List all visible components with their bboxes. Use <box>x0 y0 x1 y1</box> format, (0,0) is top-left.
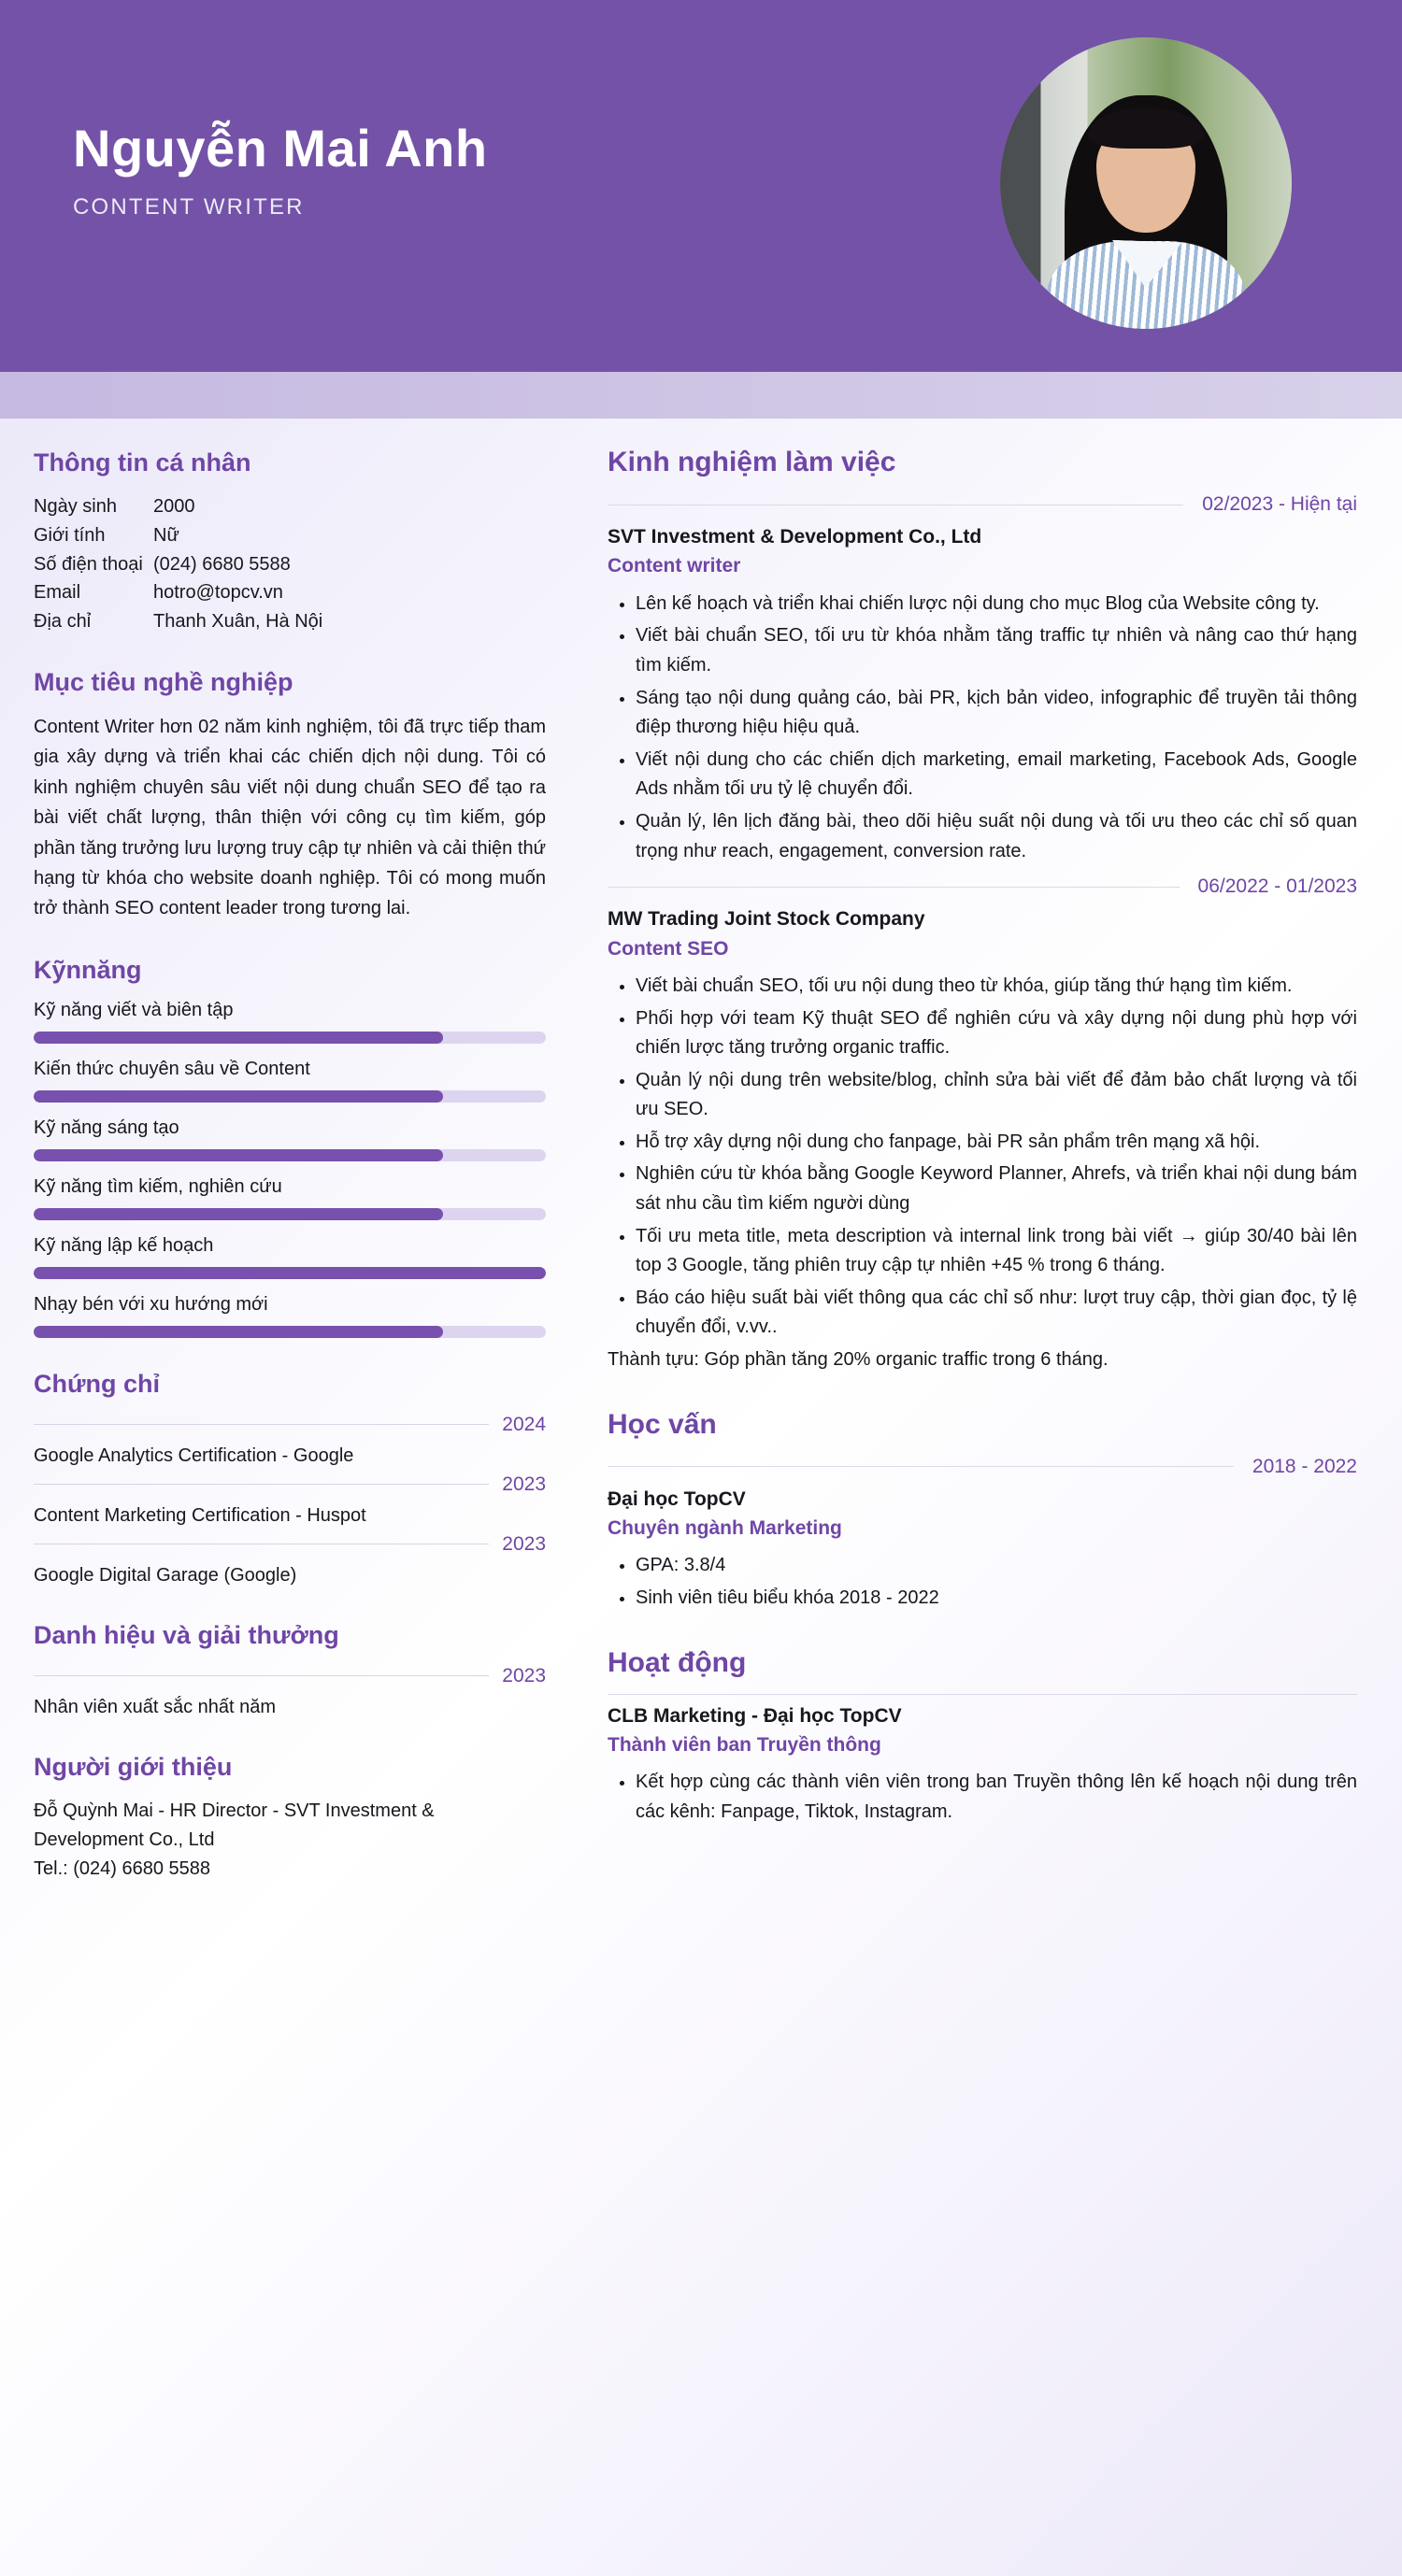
entry-role: Thành viên ban Truyền thông <box>608 1733 881 1756</box>
section-title-activities: Hoạt động <box>608 1646 747 1678</box>
award-item <box>34 1665 546 1721</box>
certificate-item <box>34 1414 546 1470</box>
entry-bullet-list <box>608 1551 1357 1613</box>
divider-rule <box>608 1694 1357 1695</box>
personal-info-value: hotro@topcv.vn <box>153 582 283 604</box>
skill-item <box>34 1235 546 1279</box>
cv-header <box>0 0 1402 372</box>
entry-role: Chuyên ngành Marketing <box>608 1517 842 1540</box>
dated-header <box>34 1665 546 1687</box>
cv-body <box>0 419 1402 1884</box>
personal-info-row <box>34 578 546 607</box>
divider-rule <box>34 1484 489 1485</box>
section-title-referee: Người giới thiệu <box>34 1752 233 1781</box>
entry-header <box>608 493 1357 516</box>
personal-info-list <box>34 492 546 636</box>
entry-bullet: • GPA: 3.8/4 <box>636 1551 1357 1581</box>
section-title-education: Học vấn <box>608 1408 717 1440</box>
entry-bullet: • Hỗ trợ xây dựng nội dung cho fanpage, bài PR sản phẩm trên mạng xã hội. <box>636 1128 1357 1158</box>
entry-bullet: • Viết nội dung cho các chiến dịch marketing, email marketing, Facebook Ads, Google Ads nhằm tối ưu tỷ lệ chuyển đổi. <box>636 746 1357 804</box>
entry-bullet: • Quản lý, lên lịch đăng bài, theo dõi hiệu suất nội dung và tối ưu theo các chỉ số quan trọng như reach, engagement, conversion rate. <box>636 807 1357 866</box>
skill-label: Kỹ năng lập kế hoạch <box>34 1234 214 1256</box>
entry-achievement: Thành tựu: Góp phần tăng 20% organic traffic trong 6 tháng. <box>608 1349 1109 1371</box>
skill-label: Kỹ năng tìm kiếm, nghiên cứu <box>34 1175 282 1197</box>
personal-info-row <box>34 550 546 579</box>
referee-line: Đỗ Quỳnh Mai - HR Director - SVT Investment & Development Co., Ltd <box>34 1800 435 1850</box>
skills-list <box>34 1000 546 1338</box>
divider-rule <box>608 1466 1234 1467</box>
section-title-awards: Danh hiệu và giải thưởng <box>34 1620 339 1649</box>
personal-info-row <box>34 607 546 636</box>
entry-bullet: • Sáng tạo nội dung quảng cáo, bài PR, kịch bản video, infographic để truyền tải thông điệp thương hiệu hiệu quả. <box>636 684 1357 743</box>
awards-list <box>34 1665 546 1721</box>
skill-label: Kỹ năng sáng tạo <box>34 1117 179 1138</box>
entry-bullet: • Viết bài chuẩn SEO, tối ưu từ khóa nhằm tăng traffic tự nhiên và nâng cao thứ hạng tìm kiếm. <box>636 621 1357 680</box>
personal-info-value: Thanh Xuân, Hà Nội <box>153 611 323 633</box>
skill-label: Kiến thức chuyên sâu về Content <box>34 1058 310 1079</box>
divider-rule <box>34 1424 489 1425</box>
header-text-block <box>73 120 488 221</box>
skill-progress-bar <box>34 1149 546 1161</box>
entry-bullet: • Tối ưu meta title, meta description và internal link trong bài viết → giúp 30/40 bài lên top 3 Google, tăng phiên truy cập tự nhiên +45 % trong 6 tháng. <box>636 1222 1357 1281</box>
experience-list <box>608 493 1357 1375</box>
skill-item <box>34 1117 546 1161</box>
entry-date: 2018 - 2022 <box>1252 1455 1357 1477</box>
page-title: Nguyễn Mai Anh <box>73 119 488 178</box>
personal-info-value: (024) 6680 5588 <box>153 553 291 575</box>
job-title-subtitle: CONTENT WRITER <box>73 193 305 220</box>
left-column <box>0 447 579 1884</box>
section-title-personal-info: Thông tin cá nhân <box>34 448 251 477</box>
entry-date: 06/2022 - 01/2023 <box>1197 875 1357 898</box>
avatar <box>1000 37 1292 329</box>
certificate-item <box>34 1473 546 1530</box>
skill-progress-fill <box>34 1090 443 1103</box>
activity-entry <box>608 1694 1357 1828</box>
section-title-objective: Mục tiêu nghề nghiệp <box>34 667 293 696</box>
skill-item <box>34 1294 546 1338</box>
skill-progress-fill <box>34 1149 443 1161</box>
entry-bullet: • Sinh viên tiêu biểu khóa 2018 - 2022 <box>636 1584 1357 1614</box>
dated-year: 2023 <box>502 1473 546 1495</box>
dated-header <box>34 1533 546 1556</box>
entry-header <box>608 1694 1357 1695</box>
referee-line: Tel.: (024) 6680 5588 <box>34 1857 211 1879</box>
personal-info-value: Nữ <box>153 524 179 546</box>
section-title-experience: Kinh nghiệm làm việc <box>608 447 896 477</box>
skill-item <box>34 1176 546 1220</box>
education-entry <box>608 1456 1357 1614</box>
entry-header <box>608 875 1357 898</box>
referee-text <box>34 1797 546 1884</box>
entry-bullet-list <box>608 1768 1357 1827</box>
education-list <box>608 1456 1357 1614</box>
skill-progress-bar <box>34 1267 546 1279</box>
skill-label: Nhạy bén với xu hướng mới <box>34 1293 268 1315</box>
divider-rule <box>34 1675 489 1676</box>
entry-organization: MW Trading Joint Stock Company <box>608 908 925 931</box>
skill-progress-fill <box>34 1032 443 1044</box>
entry-bullet: • Phối hợp với team Kỹ thuật SEO để nghiên cứu và xây dựng nội dung phù hợp với chiến lược tăng trưởng organic traffic. <box>636 1004 1357 1063</box>
entry-header <box>608 1456 1357 1478</box>
dated-text: Content Marketing Certification - Huspot <box>34 1504 366 1526</box>
experience-entry <box>608 875 1357 1375</box>
skill-progress-bar <box>34 1208 546 1220</box>
personal-info-value: 2000 <box>153 496 195 517</box>
dated-year: 2023 <box>502 1532 546 1555</box>
skill-label: Kỹ năng viết và biên tập <box>34 999 234 1020</box>
personal-info-label: Số điện thoại <box>34 553 143 575</box>
dated-text: Google Digital Garage (Google) <box>34 1564 297 1586</box>
personal-info-label: Email <box>34 582 81 604</box>
entry-bullet-list <box>608 590 1357 866</box>
skill-item <box>34 1000 546 1044</box>
personal-info-row <box>34 521 546 550</box>
entry-organization: CLB Marketing - Đại học TopCV <box>608 1704 902 1727</box>
skill-item <box>34 1059 546 1103</box>
entry-organization: Đại học TopCV <box>608 1487 746 1510</box>
objective-text: Content Writer hơn 02 năm kinh nghiệm, tôi đã trực tiếp tham gia xây dựng và triển khai các chiến dịch nội dung. Tôi có kinh nghiệm chuyên sâu viết nội dung chuẩn SEO để tạo ra bài viết chất lượng, thân thiện với công cụ tìm kiếm, góp phần tăng trưởng lưu lượng truy cập tự nhiên và cải thiện thứ hạng từ khóa cho website doanh nghiệp. Tôi có mong muốn trở thành SEO content leader trong tương lai. <box>34 716 546 919</box>
dated-text: Google Analytics Certification - Google <box>34 1445 354 1466</box>
personal-info-label: Ngày sinh <box>34 496 117 517</box>
entry-role: Content writer <box>608 555 741 577</box>
entry-bullet: • Quản lý nội dung trên website/blog, chỉnh sửa bài viết để đảm bảo chất lượng và tối ưu SEO. <box>636 1066 1357 1125</box>
section-title-certificates: Chứng chỉ <box>34 1369 161 1398</box>
skill-progress-bar <box>34 1090 546 1103</box>
dated-text: Nhân viên xuất sắc nhất năm <box>34 1696 277 1717</box>
entry-bullet-list <box>608 972 1357 1343</box>
entry-bullet: • Lên kế hoạch và triển khai chiến lược nội dung cho mục Blog của Website công ty. <box>636 590 1357 619</box>
activities-list <box>608 1694 1357 1828</box>
personal-info-label: Giới tính <box>34 524 106 546</box>
certificate-item <box>34 1533 546 1589</box>
skill-progress-bar <box>34 1032 546 1044</box>
entry-bullet: • Viết bài chuẩn SEO, tối ưu nội dung theo từ khóa, giúp tăng thứ hạng tìm kiếm. <box>636 972 1357 1002</box>
dated-year: 2024 <box>502 1413 546 1435</box>
experience-entry <box>608 493 1357 866</box>
divider-rule <box>608 887 1180 888</box>
dated-header <box>34 1414 546 1436</box>
section-title-skills: Kỹnnăng <box>34 955 142 984</box>
dated-year: 2023 <box>502 1664 546 1686</box>
dated-header <box>34 1473 546 1496</box>
skill-progress-fill <box>34 1326 443 1338</box>
header-divider-strip <box>0 372 1402 419</box>
entry-bullet: • Báo cáo hiệu suất bài viết thông qua các chỉ số như: lượt truy cập, thời gian đọc, tỷ lệ chuyển đổi, v.vv.. <box>636 1284 1357 1343</box>
entry-role: Content SEO <box>608 937 729 960</box>
certificates-list <box>34 1414 546 1589</box>
entry-bullet: • Kết hợp cùng các thành viên viên trong ban Truyền thông lên kế hoạch nội dung trên các kênh: Fanpage, Tiktok, Instagram. <box>636 1768 1357 1827</box>
personal-info-label: Địa chỉ <box>34 611 92 633</box>
personal-info-row <box>34 492 546 521</box>
entry-organization: SVT Investment & Development Co., Ltd <box>608 526 982 548</box>
skill-progress-fill <box>34 1267 546 1279</box>
skill-progress-bar <box>34 1326 546 1338</box>
entry-date: 02/2023 - Hiện tại <box>1202 493 1357 515</box>
entry-bullet: • Nghiên cứu từ khóa bằng Google Keyword Planner, Ahrefs, và triển khai nội dung bám sát nhu cầu tìm kiếm người dùng <box>636 1160 1357 1218</box>
right-column <box>579 447 1402 1884</box>
skill-progress-fill <box>34 1208 443 1220</box>
